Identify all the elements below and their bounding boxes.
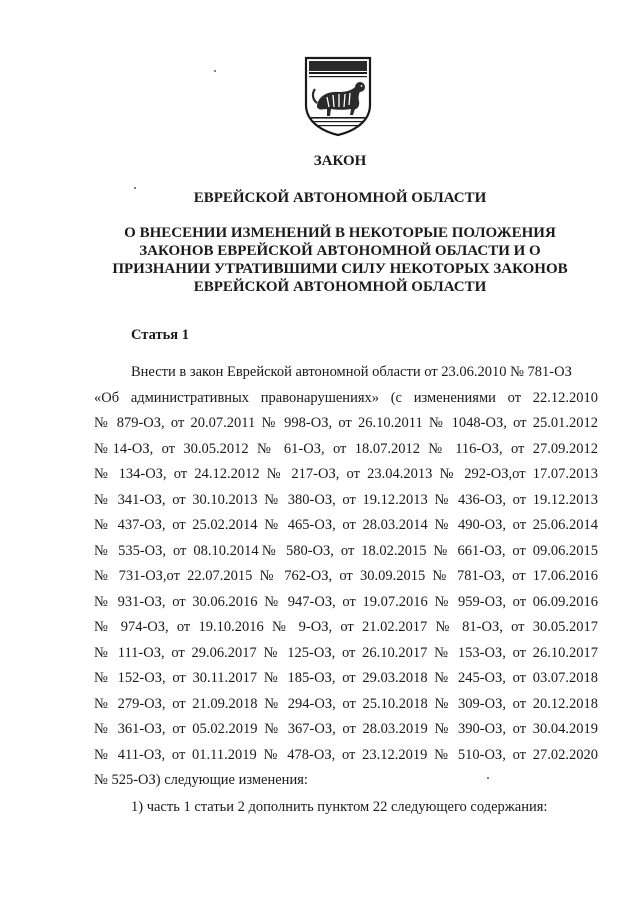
body-line: № 411-ОЗ, от 01.11.2019 № 478-ОЗ, от 23.12.2019 № 510-ОЗ, от 27.02.2020	[94, 746, 598, 763]
law-region: ЕВРЕЙСКОЙ АВТОНОМНОЙ ОБЛАСТИ	[193, 190, 487, 206]
law-subject	[60, 224, 620, 296]
body-line: № 134-ОЗ, от 24.12.2012 № 217-ОЗ, от 23.04.2013 № 292-ОЗ,от 17.07.2013	[94, 466, 598, 482]
body-line: № 974-ОЗ, от 19.10.2016 № 9-ОЗ, от 21.02.2017 № 81-ОЗ, от 30.05.2017	[94, 619, 598, 635]
law-subject-line: ЕВРЕЙСКОЙ АВТОНОМНОЙ ОБЛАСТИ	[193, 279, 487, 295]
scan-speck	[487, 777, 489, 779]
body-line: № 879-ОЗ, от 20.07.2011 № 998-ОЗ, от 26.10.2011 № 1048-ОЗ, от 25.01.2012	[94, 415, 598, 431]
scan-speck	[134, 187, 136, 189]
body-line: № 931-ОЗ, от 30.06.2016 № 947-ОЗ, от 19.07.2016 № 959-ОЗ, от 06.09.2016	[94, 593, 598, 610]
body-line: № 111-ОЗ, от 29.06.2017 № 125-ОЗ, от 26.10.2017 № 153-ОЗ, от 26.10.2017	[94, 644, 598, 661]
coat-of-arms-emblem	[303, 55, 373, 137]
body-line: № 731-ОЗ,от 22.07.2015 № 762-ОЗ, от 30.09.2015 № 781-ОЗ, от 17.06.2016	[94, 568, 598, 584]
body-line: № 341-ОЗ, от 30.10.2013 № 380-ОЗ, от 19.12.2013 № 436-ОЗ, от 19.12.2013	[94, 491, 598, 508]
body-line: № 152-ОЗ, от 30.11.2017 № 185-ОЗ, от 29.03.2018 № 245-ОЗ, от 03.07.2018	[94, 670, 598, 686]
body-line: №14-ОЗ, от 30.05.2012 № 61-ОЗ, от 18.07.2012 № 116-ОЗ, от 27.09.2012	[94, 440, 598, 457]
scan-speck	[214, 70, 216, 72]
body-line: «Об административных правонарушениях» (с изменениями от 22.12.2010	[94, 389, 598, 406]
body-line: № 279-ОЗ, от 21.09.2018 № 294-ОЗ, от 25.10.2018 № 309-ОЗ, от 20.12.2018	[94, 695, 598, 712]
law-subject-line: ПРИЗНАНИИ УТРАТИВШИМИ СИЛУ НЕКОТОРЫХ ЗАКОНОВ	[112, 261, 568, 277]
body-line: Внести в закон Еврейской автономной области от 23.06.2010 № 781-ОЗ	[131, 364, 572, 380]
body-line: № 361-ОЗ, от 05.02.2019 № 367-ОЗ, от 28.03.2019 № 390-ОЗ, от 30.04.2019	[94, 721, 598, 737]
list-item: 1) часть 1 статьи 2 дополнить пунктом 22 следующего содержания:	[131, 799, 548, 815]
law-subject-line: О ВНЕСЕНИИ ИЗМЕНЕНИЙ В НЕКОТОРЫЕ ПОЛОЖЕНИЯ	[124, 225, 556, 241]
law-title: ЗАКОН	[313, 153, 367, 169]
law-subject-line: ЗАКОНОВ ЕВРЕЙСКОЙ АВТОНОМНОЙ ОБЛАСТИ И О	[139, 243, 541, 259]
body-line: № 437-ОЗ, от 25.02.2014 № 465-ОЗ, от 28.03.2014 № 490-ОЗ, от 25.06.2014	[94, 517, 598, 533]
body-line: № 535-ОЗ, от 08.10.2014№ 580-ОЗ, от 18.02.2015 № 661-ОЗ, от 09.06.2015	[94, 542, 598, 559]
body-line: № 525-ОЗ) следующие изменения:	[94, 772, 308, 788]
article-heading: Статья 1	[131, 327, 189, 343]
